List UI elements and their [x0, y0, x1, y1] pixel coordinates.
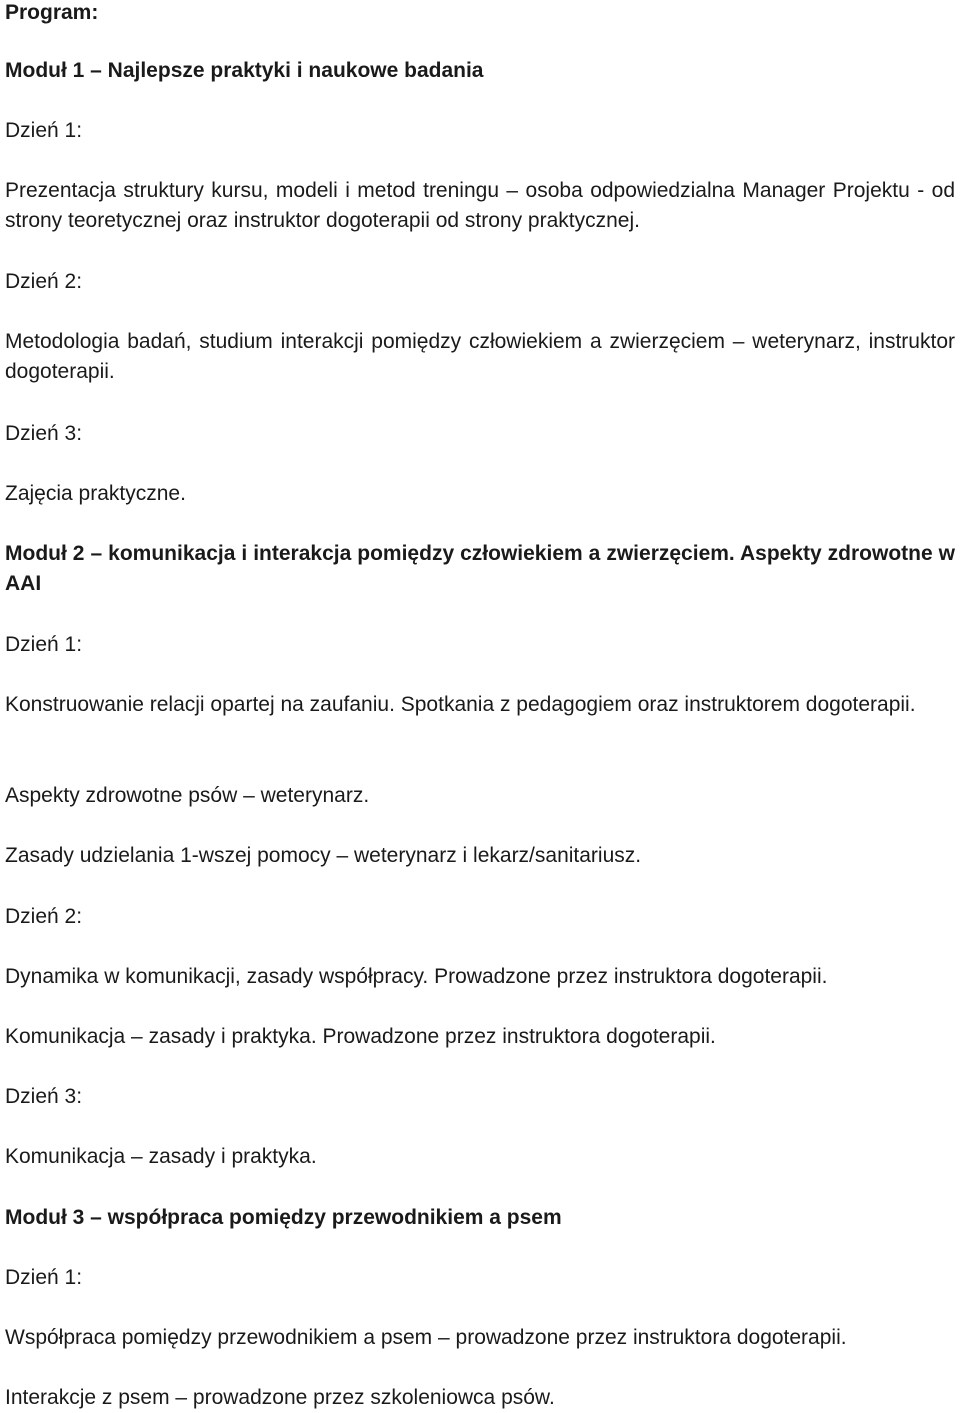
module-1-day-3-paragraph-1: Zajęcia praktyczne. — [5, 482, 186, 505]
module-2-day-2-paragraph-2: Komunikacja – zasady i praktyka. Prowadzone przez instruktora dogoterapii. — [5, 1025, 716, 1048]
module-2-day-2-label: Dzień 2: — [5, 905, 83, 928]
module-2-day-2-paragraph-1: Dynamika w komunikacji, zasady współpracy. Prowadzone przez instruktora dogoterapii. — [5, 965, 828, 988]
module-2-day-3-label: Dzień 3: — [5, 1085, 83, 1108]
module-2-day-3-paragraph-1: Komunikacja – zasady i praktyka. — [5, 1145, 317, 1168]
module-3-title: Moduł 3 – współpraca pomiędzy przewodnikiem a psem — [5, 1206, 562, 1229]
module-3-day-1-label: Dzień 1: — [5, 1266, 83, 1289]
module-2-day-1-label: Dzień 1: — [5, 633, 83, 656]
program-label: Program: — [5, 1, 99, 24]
module-1-day-2-paragraph-1: Metodologia badań, studium interakcji pomiędzy człowiekiem a zwierzęciem – weterynarz, instruktor dogoterapii. — [5, 330, 955, 383]
module-3-day-1-paragraph-2: Interakcje z psem – prowadzone przez szkoleniowca psów. — [5, 1386, 555, 1409]
module-1-day-3-label: Dzień 3: — [5, 422, 83, 445]
module-2-day-1-paragraph-3: Zasady udzielania 1-wszej pomocy – weterynarz i lekarz/sanitariusz. — [5, 844, 642, 867]
module-1-day-2-label: Dzień 2: — [5, 270, 83, 293]
module-1-day-1-label: Dzień 1: — [5, 119, 83, 142]
module-3-day-1-paragraph-1: Współpraca pomiędzy przewodnikiem a psem – prowadzone przez instruktora dogoterapii. — [5, 1326, 847, 1349]
module-1-title: Moduł 1 – Najlepsze praktyki i naukowe badania — [5, 59, 484, 82]
module-1-day-1-paragraph-1: Prezentacja struktury kursu, modeli i metod treningu – osoba odpowiedzialna Manager Projektu - od strony teoretycznej oraz instruktor dogoterapii od strony praktycznej. — [5, 179, 955, 232]
module-2-day-1-paragraph-1: Konstruowanie relacji opartej na zaufaniu. Spotkania z pedagogiem oraz instruktorem dogoterapii. — [5, 693, 916, 716]
module-2-title: Moduł 2 – komunikacja i interakcja pomiędzy człowiekiem a zwierzęciem. Aspekty zdrowotne w AAI — [5, 542, 955, 595]
module-2-day-1-paragraph-2: Aspekty zdrowotne psów – weterynarz. — [5, 784, 370, 807]
